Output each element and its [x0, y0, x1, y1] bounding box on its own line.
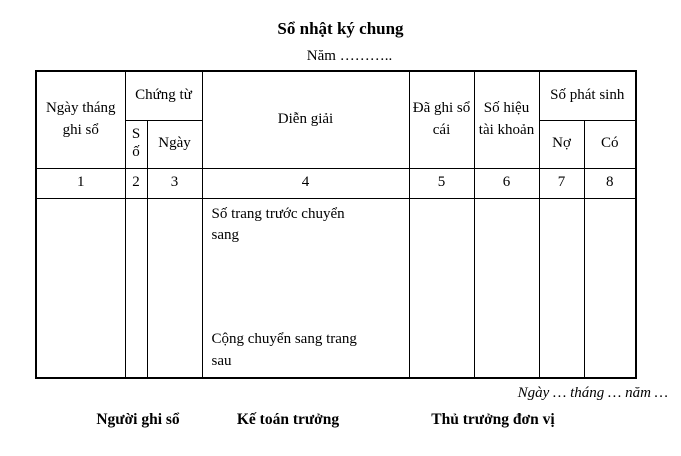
journal-table: [35, 70, 637, 379]
col-header-co: Có: [584, 120, 636, 168]
col-header-chung-tu: Chứng từ: [125, 71, 202, 120]
column-number-1: 1: [36, 168, 125, 198]
col-header-so-hieu-tai-khoan: Số hiệu tài khoản: [474, 71, 539, 168]
carry-from-previous-page-label: Số trang trước chuyển sang: [211, 205, 345, 244]
column-number-4: 4: [202, 168, 409, 198]
signature-ke-toan-truong: Kế toán trưởng: [236, 411, 340, 428]
col-header-da-ghi-so-cai: Đã ghi sổ cái: [409, 71, 474, 168]
col-header-ngay-thang-ghi-so: Ngày tháng ghi sổ: [36, 71, 125, 168]
col-header-so-label: Số: [131, 125, 141, 160]
date-line: Ngày … tháng … năm …: [517, 385, 668, 401]
column-number-5: 5: [409, 168, 474, 198]
column-number-2: 2: [125, 168, 147, 198]
body-cell-no: [539, 198, 584, 378]
column-number-8: 8: [584, 168, 636, 198]
body-cell-da-ghi-so-cai: [409, 198, 474, 378]
dien-giai-content: [206, 201, 406, 373]
entry-body-row: [36, 198, 636, 378]
signature-nguoi-ghi-so: Người ghi sổ: [96, 411, 180, 428]
body-cell-ngay-thang-ghi-so: [36, 198, 125, 378]
body-cell-ngay: [147, 198, 202, 378]
col-header-no: Nợ: [539, 120, 584, 168]
col-header-so-phat-sinh: Số phát sinh: [539, 71, 636, 120]
header-row-groups: [36, 71, 636, 120]
form-title: Sổ nhật ký chung: [277, 19, 404, 38]
col-header-dien-giai: Diễn giải: [202, 71, 409, 168]
col-header-ngay: Ngày: [147, 120, 202, 168]
carry-to-next-page-label: Cộng chuyển sang trang sau: [211, 331, 357, 369]
column-number-row: [36, 168, 636, 198]
column-number-6: 6: [474, 168, 539, 198]
body-cell-so: [125, 198, 147, 378]
column-number-3: 3: [147, 168, 202, 198]
col-header-so: [125, 120, 147, 168]
year-line: Năm ………..: [306, 48, 393, 64]
body-cell-dien-giai: [202, 198, 409, 378]
body-cell-co: [584, 198, 636, 378]
signature-thu-truong-don-vi: Thủ trưởng đơn vị: [431, 411, 555, 428]
column-number-7: 7: [539, 168, 584, 198]
body-cell-so-hieu-tai-khoan: [474, 198, 539, 378]
